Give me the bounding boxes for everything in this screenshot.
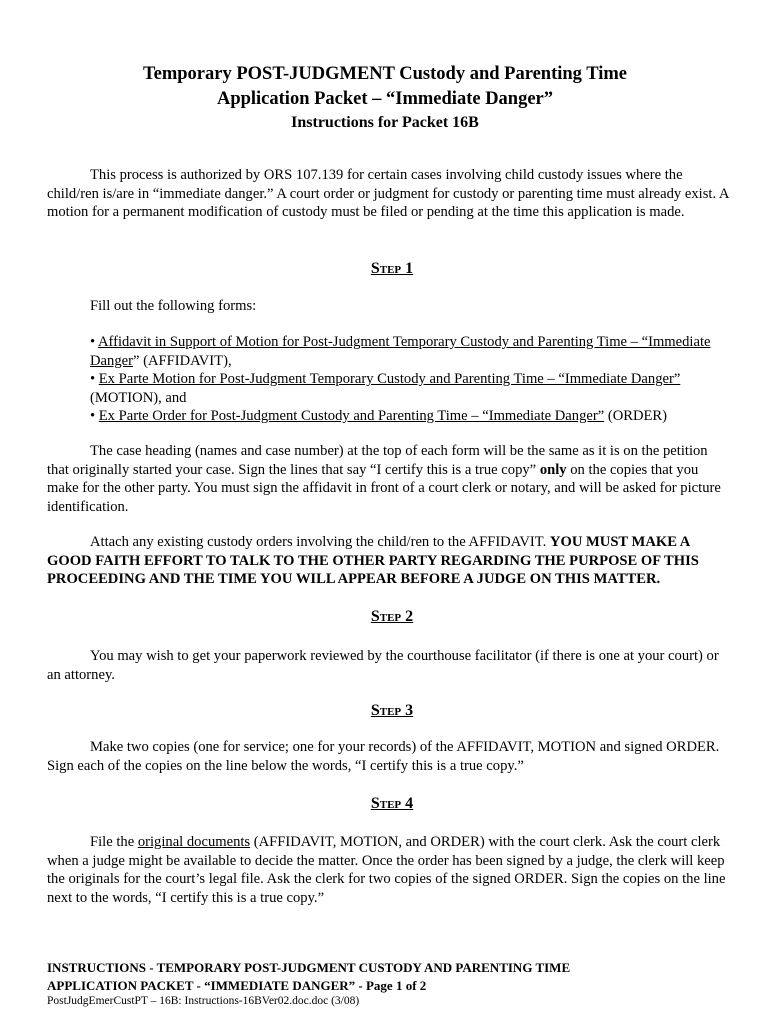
form-link-motion[interactable]: Ex Parte Motion for Post-Judgment Temporary Custody and Parenting Time – “Immediate Danger”: [98, 371, 681, 387]
emphasis: only: [539, 461, 567, 478]
footer-line2: APPLICATION PACKET - “IMMEDIATE DANGER” - Page 1 of 2: [47, 978, 427, 993]
step3-heading: Step 3: [370, 702, 414, 719]
list-item: • Ex Parte Order for Post-Judgment Custody and Parenting Time – “Immediate Danger” (ORDER): [90, 408, 668, 424]
footer-file-info: PostJudgEmerCustPT – 16B: Instructions-16BVer02.doc.doc (3/08): [47, 995, 360, 1007]
text: The case heading (names and case number) at the top of each form will be the same as it is on the petition that originally started your case. Sign the lines that say “I certify this is a true copy”: [47, 443, 708, 478]
step1-heading: Step 1: [370, 260, 414, 277]
original-documents-link[interactable]: original documents: [137, 834, 251, 850]
form-suffix: (ORDER): [604, 408, 668, 424]
text: File the: [90, 834, 138, 850]
step3-paragraph: Make two copies (one for service; one for your records) of the AFFIDAVIT, MOTION and signed ORDER. Sign each of the copies on the line below the words, “I certify this is a true copy.”: [47, 739, 720, 774]
form-link-order[interactable]: Ex Parte Order for Post-Judgment Custody and Parenting Time – “Immediate Danger”: [98, 408, 605, 424]
document-title-line1: Temporary POST-JUDGMENT Custody and Parenting Time: [143, 64, 627, 84]
list-item: • Affidavit in Support of Motion for Post-Judgment Temporary Custody and Parenting Time – “Immediate Danger” (AFFIDAVIT),: [90, 334, 711, 369]
step1-paragraph-attach: [47, 533, 731, 589]
text: on the copies that you make for the other party. You must sign the affidavit in front of a court clerk or notary, and will be asked for picture identification.: [47, 461, 721, 515]
text: Attach any existing custody orders involving the child/ren to the AFFIDAVIT.: [90, 534, 550, 550]
document-title-line2: Application Packet – “Immediate Danger”: [216, 89, 554, 109]
footer-title: [47, 959, 747, 995]
warning-text: YOU MUST MAKE A GOOD FAITH EFFORT TO TALK TO THE OTHER PARTY REGARDING THE PURPOSE OF THIS PROCEEDING AND THE TIME YOU WILL APPEAR BEFORE A JUDGE ON THIS MATTER.: [47, 534, 699, 587]
list-item: • Ex Parte Motion for Post-Judgment Temporary Custody and Parenting Time – “Immediate Danger” (MOTION), and: [90, 371, 681, 406]
form-suffix: (MOTION), and: [90, 389, 187, 406]
step4-paragraph: [47, 833, 731, 907]
form-suffix: ” (AFFIDAVIT),: [132, 352, 232, 369]
step1-paragraph-heading: [47, 442, 731, 516]
text: (AFFIDAVIT, MOTION, and ORDER) with the court clerk. Ask the court clerk when a judge might be available to decide the matter. Once the order has been signed by a judge, the clerk will keep the originals for the court’s legal file. Ask the clerk for two copies of the signed ORDER. Sign the copies on the line next to the words, “I certify this is a true copy.”: [47, 834, 726, 906]
footer-line1: INSTRUCTIONS - TEMPORARY POST-JUDGMENT CUSTODY AND PARENTING TIME: [47, 960, 571, 975]
step2-heading: Step 2: [370, 608, 414, 625]
document-subtitle: Instructions for Packet 16B: [291, 114, 479, 131]
intro-paragraph: This process is authorized by ORS 107.139 for certain cases involving child custody issues where the child/ren is/are in “immediate danger.” A court order or judgment for custody or parenting time must already exist. A motion for a permanent modification of custody must be filed or pending at the time this application is made.: [47, 167, 729, 220]
form-link-affidavit[interactable]: Affidavit in Support of Motion for Post-Judgment Temporary Custody and Parenting Time – “Immediate Danger: [90, 334, 711, 369]
step2-paragraph: You may wish to get your paperwork reviewed by the courthouse facilitator (if there is one at your court) or an attorney.: [47, 648, 719, 683]
step4-heading: Step 4: [370, 795, 414, 812]
forms-list: [90, 333, 730, 426]
step1-lead: Fill out the following forms:: [90, 298, 257, 314]
